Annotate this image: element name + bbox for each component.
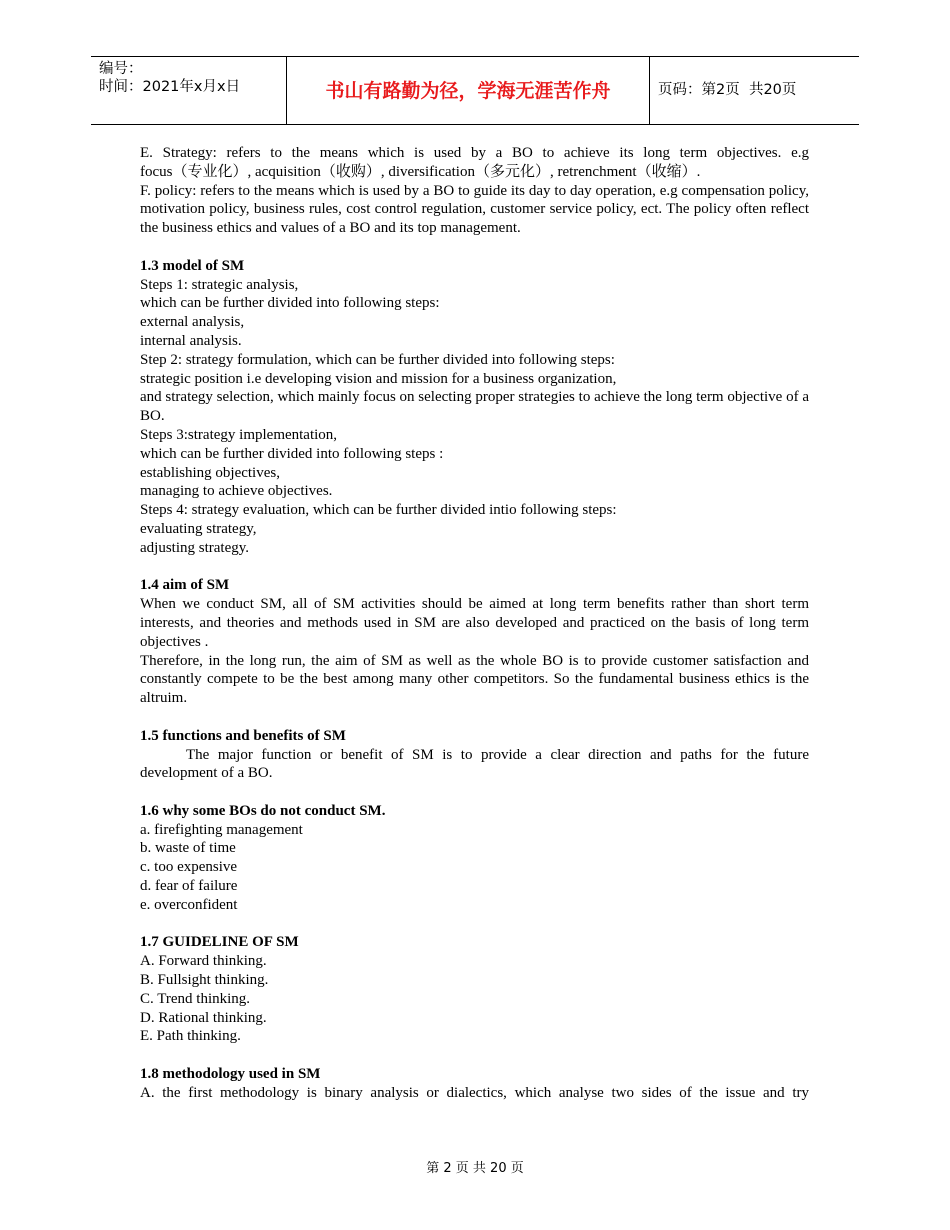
section-1-3-line: which can be further divided into following steps: [140, 295, 440, 312]
document-body [140, 144, 809, 1103]
page-footer: 第 2 页 共 20 页 [426, 1161, 524, 1176]
section-1-4-paragraph-2: Therefore, in the long run, the aim of SM as well as the whole BO is to provide customer satisfaction and constantly compete to be the best among many other competitors. So the fundamental business ethics is the altruim. [140, 652, 809, 707]
section-1-5-title: 1.5 functions and benefits of SM [140, 727, 346, 744]
section-1-3-line: establishing objectives, [140, 464, 280, 481]
section-1-3-line: strategic position i.e developing vision and mission for a business organization, [140, 370, 617, 387]
section-1-4-title: 1.4 aim of SM [140, 577, 230, 594]
header-motto: 书山有路勤为径，学海无涯苦作舟 [325, 80, 611, 102]
list-item: c. too expensive [140, 859, 238, 876]
section-1-3-title: 1.3 model of SM [140, 257, 245, 274]
list-item: A. Forward thinking. [140, 953, 267, 970]
document-header [91, 56, 859, 125]
list-item: e. overconfident [140, 896, 238, 913]
document-time-label: 时间：2021年x月x日 [99, 79, 241, 95]
section-1-7-title: 1.7 GUIDELINE OF SM [140, 934, 299, 951]
policy-definition: F. policy: refers to the means which is used by a BO to guide its day to day operation, e.g compensation policy, motivation policy, business rules, cost control regulation, customer service policy, ect. The policy often reflect the business ethics and values of a BO and its top management. [140, 182, 809, 237]
section-1-6-title: 1.6 why some BOs do not conduct SM. [140, 802, 386, 819]
list-item: C. Trend thinking. [140, 990, 251, 1007]
section-1-3-line: evaluating strategy, [140, 520, 257, 537]
list-item: b. waste of time [140, 840, 236, 857]
strategy-definition-line-1: E. Strategy: refers to the means which is used by a BO to achieve its long term objectives. e.g [140, 145, 809, 161]
header-motto-cell [287, 57, 650, 124]
section-1-3-line: and strategy selection, which mainly focus on selecting proper strategies to achieve the long term objective of a BO. [140, 389, 809, 425]
section-1-3-line: which can be further divided into following steps : [140, 445, 444, 462]
section-1-8-paragraph: A. the first methodology is binary analysis or dialectics, which analyse two sides of the issue and try [140, 1084, 809, 1101]
list-item: D. Rational thinking. [140, 1009, 267, 1026]
list-item: d. fear of failure [140, 878, 238, 895]
section-1-3-line: Step 2: strategy formulation, which can be further divided into following steps: [140, 351, 615, 368]
section-1-5-paragraph: The major function or benefit of SM is to provide a clear direction and paths for the future development of a BO. [140, 746, 809, 782]
section-1-3-line: managing to achieve objectives. [140, 483, 333, 500]
document-number-label: 编号： [99, 61, 143, 77]
header-page-cell [650, 57, 859, 124]
section-1-4-paragraph-1: When we conduct SM, all of SM activities should be aimed at long term benefits rather than short term interests, and theories and methods used in SM are also developed and practiced on the basis of long term objectives . [140, 596, 809, 650]
list-item: B. Fullsight thinking. [140, 972, 269, 989]
header-page-number: 页码：第2页 共20页 [658, 82, 797, 98]
section-1-3-line: Steps 4: strategy evaluation, which can be further divided intio following steps: [140, 502, 617, 519]
section-1-3-line: Steps 3:strategy implementation, [140, 426, 338, 443]
section-1-3-line: external analysis, [140, 314, 245, 331]
section-1-3-line: internal analysis. [140, 332, 242, 349]
strategy-definition-line-2: focus（专业化）, acquisition（收购）, diversification（多元化）, retrenchment（收缩）. [140, 163, 701, 180]
list-item: E. Path thinking. [140, 1028, 241, 1045]
list-item: a. firefighting management [140, 821, 303, 838]
header-meta-cell [91, 57, 287, 124]
section-1-3-line: adjusting strategy. [140, 539, 250, 556]
section-1-8-title: 1.8 methodology used in SM [140, 1066, 321, 1083]
section-1-3-line: Steps 1: strategic analysis, [140, 276, 299, 293]
